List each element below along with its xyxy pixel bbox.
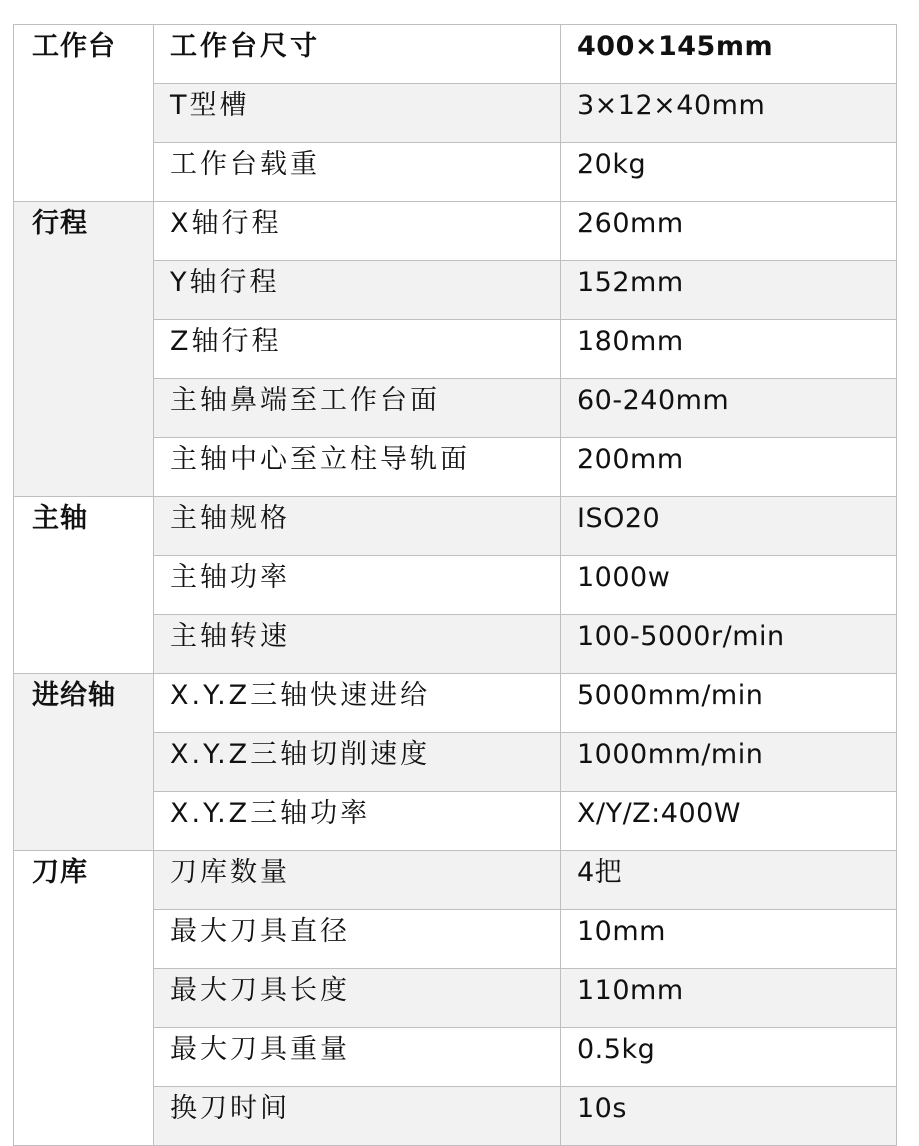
group-cell: 主轴 xyxy=(14,497,154,674)
table-row xyxy=(14,25,897,84)
item-cell: T型槽 xyxy=(154,84,561,143)
value-cell: 1000mm/min xyxy=(561,733,897,792)
item-cell: Y轴行程 xyxy=(154,261,561,320)
value-cell: 260mm xyxy=(561,202,897,261)
item-cell: 主轴中心至立柱导轨面 xyxy=(154,438,561,497)
table-row xyxy=(14,674,897,733)
value-cell: 180mm xyxy=(561,320,897,379)
item-cell: 主轴转速 xyxy=(154,615,561,674)
table-row xyxy=(14,497,897,556)
item-cell: Z轴行程 xyxy=(154,320,561,379)
value-cell: 20kg xyxy=(561,143,897,202)
item-cell: X.Y.Z三轴功率 xyxy=(154,792,561,851)
item-cell: 最大刀具重量 xyxy=(154,1028,561,1087)
item-cell: 工作台尺寸 xyxy=(154,25,561,84)
table-row xyxy=(14,851,897,910)
item-cell: X轴行程 xyxy=(154,202,561,261)
value-cell: 100-5000r/min xyxy=(561,615,897,674)
item-cell: 主轴规格 xyxy=(154,497,561,556)
spec-table xyxy=(13,24,897,1146)
item-cell: 刀库数量 xyxy=(154,851,561,910)
value-cell: 400×145mm xyxy=(561,25,897,84)
value-cell: 5000mm/min xyxy=(561,674,897,733)
value-cell: 10s xyxy=(561,1087,897,1146)
item-cell: 最大刀具直径 xyxy=(154,910,561,969)
value-cell: 110mm xyxy=(561,969,897,1028)
value-cell: 1000w xyxy=(561,556,897,615)
value-cell: 4把 xyxy=(561,851,897,910)
item-cell: 最大刀具长度 xyxy=(154,969,561,1028)
value-cell: 10mm xyxy=(561,910,897,969)
item-cell: 换刀时间 xyxy=(154,1087,561,1146)
item-cell: 主轴鼻端至工作台面 xyxy=(154,379,561,438)
value-cell: 152mm xyxy=(561,261,897,320)
group-cell: 刀库 xyxy=(14,851,154,1146)
value-cell: X/Y/Z:400W xyxy=(561,792,897,851)
value-cell: ISO20 xyxy=(561,497,897,556)
value-cell: 200mm xyxy=(561,438,897,497)
item-cell: X.Y.Z三轴快速进给 xyxy=(154,674,561,733)
group-cell: 工作台 xyxy=(14,25,154,202)
item-cell: 工作台载重 xyxy=(154,143,561,202)
group-cell: 进给轴 xyxy=(14,674,154,851)
value-cell: 0.5kg xyxy=(561,1028,897,1087)
group-cell: 行程 xyxy=(14,202,154,497)
value-cell: 60-240mm xyxy=(561,379,897,438)
item-cell: 主轴功率 xyxy=(154,556,561,615)
value-cell: 3×12×40mm xyxy=(561,84,897,143)
table-row xyxy=(14,202,897,261)
item-cell: X.Y.Z三轴切削速度 xyxy=(154,733,561,792)
spec-table-body xyxy=(14,25,897,1146)
